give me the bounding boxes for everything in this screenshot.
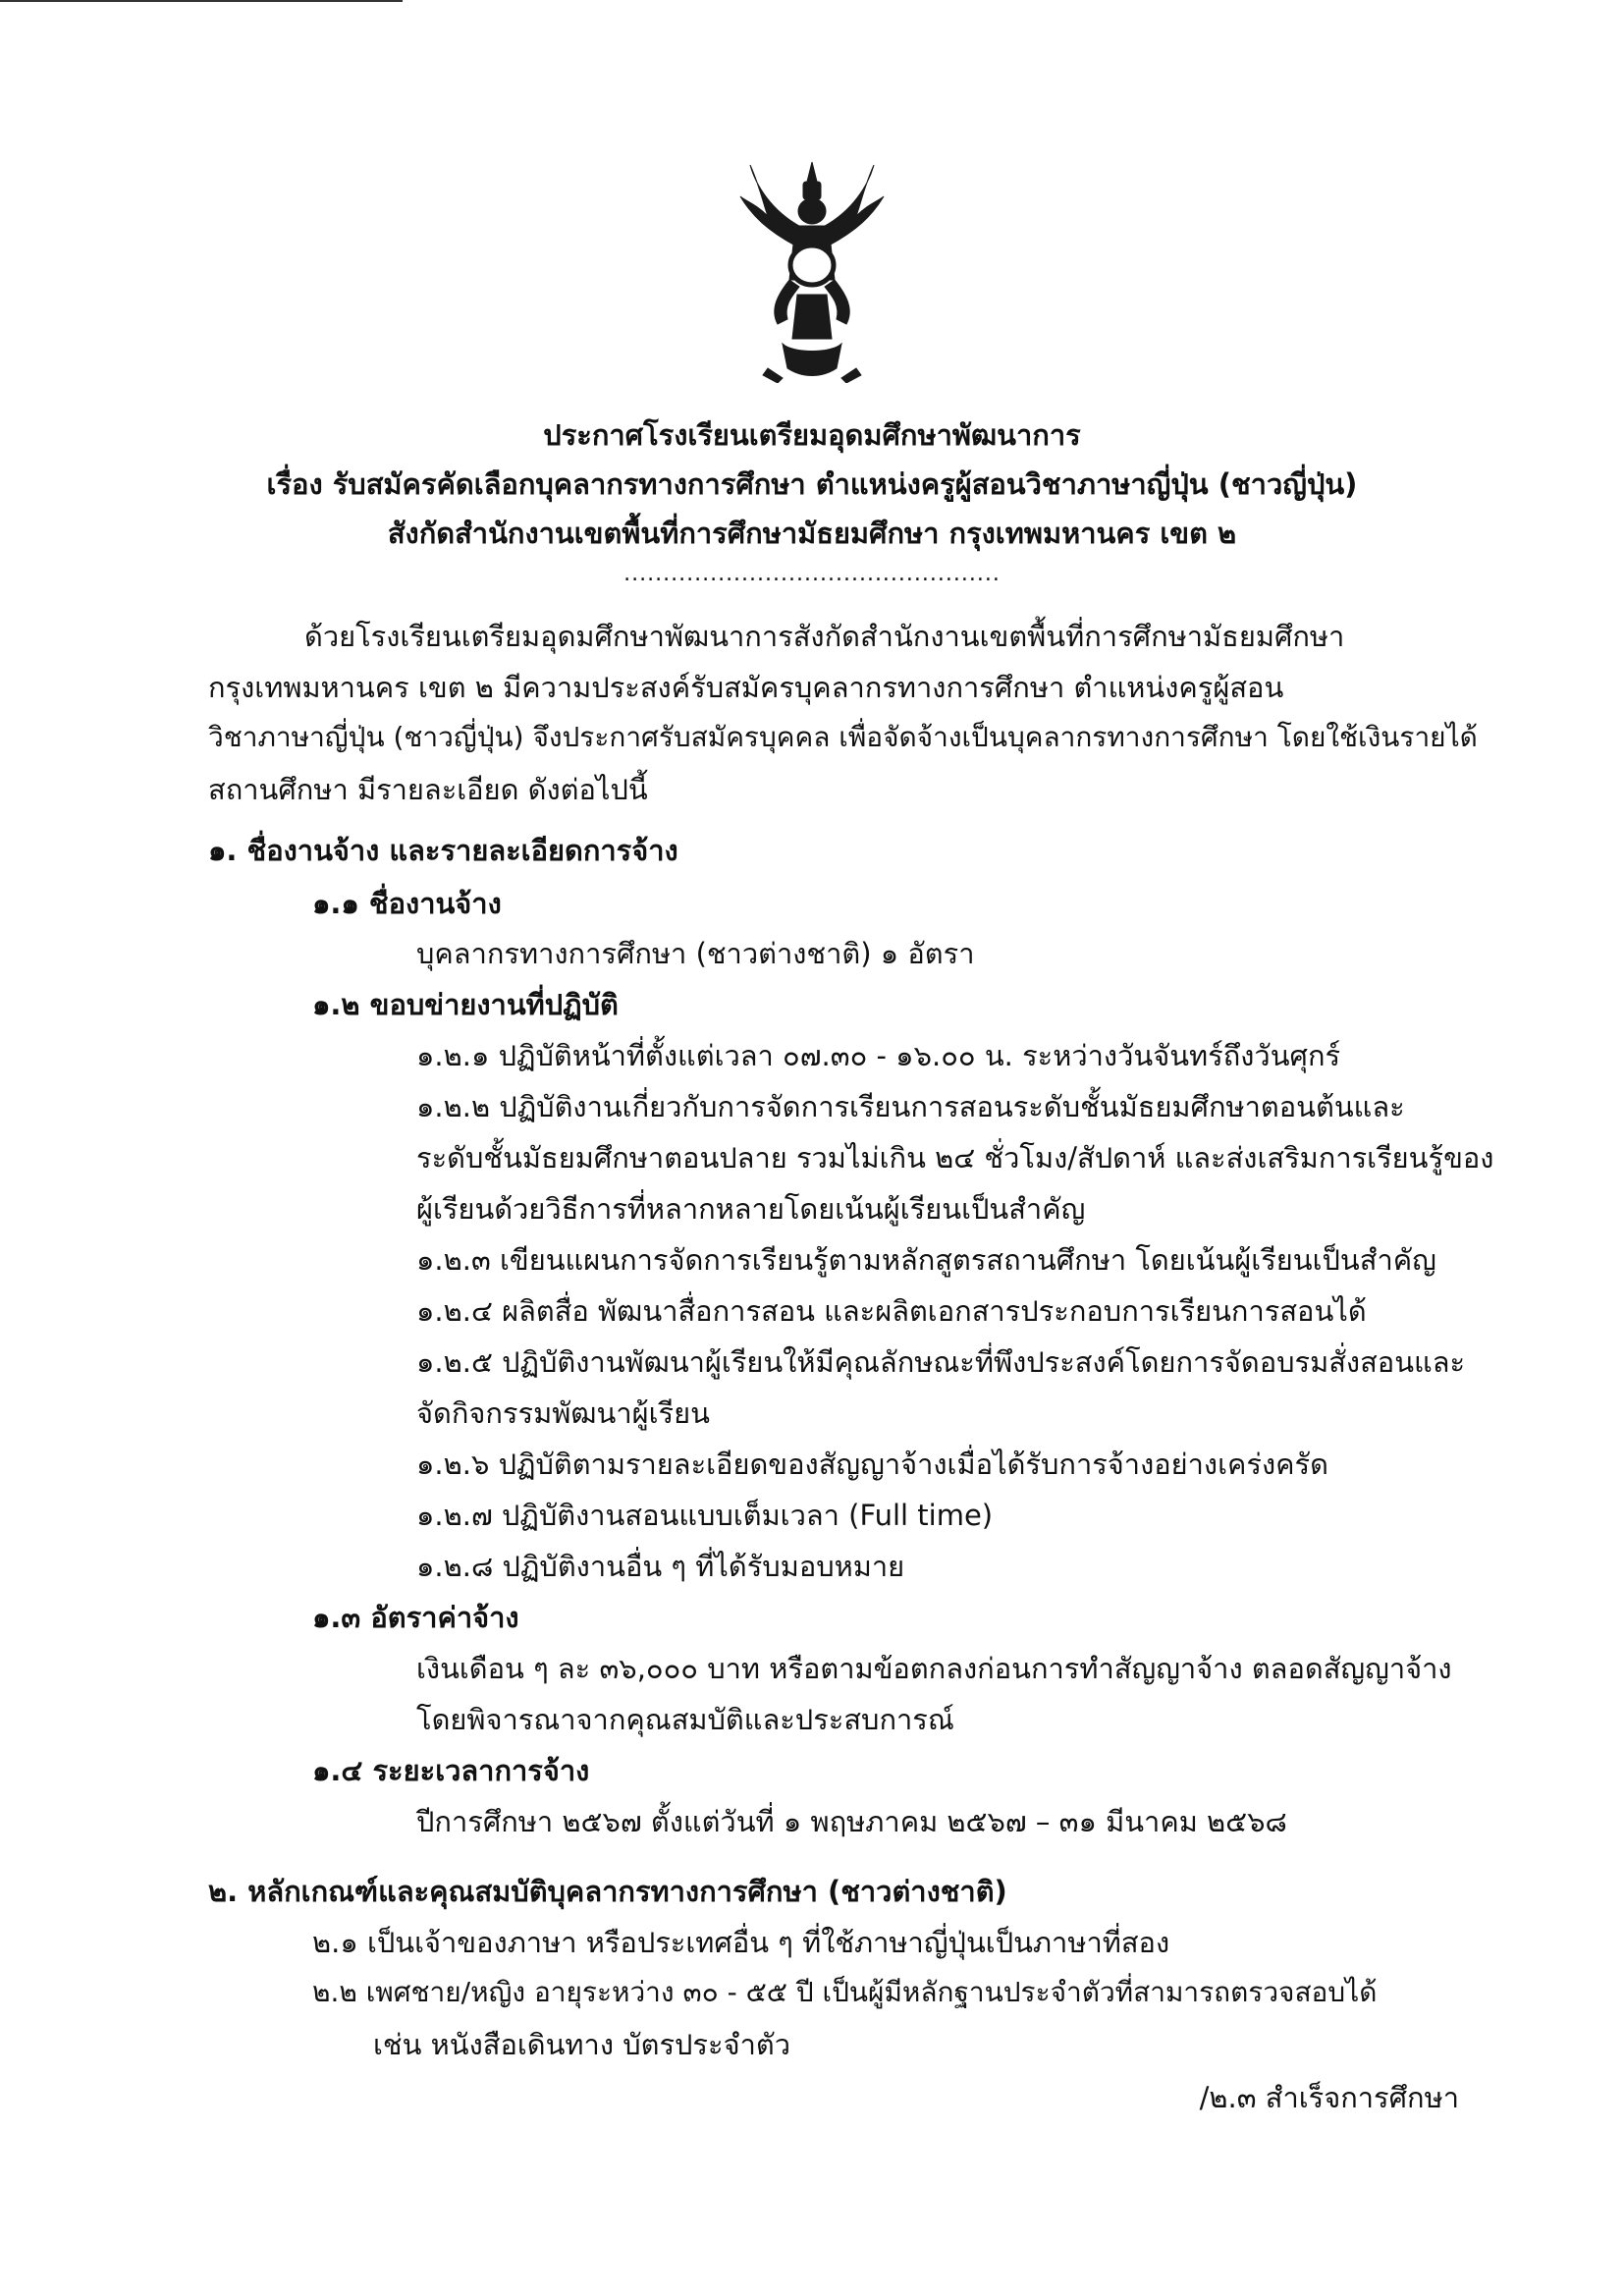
section-1-4-heading: ๑.๔ ระยะเวลาการจ้าง <box>312 1754 590 1787</box>
section-1-1-text: บุคลากรทางการศึกษา (ชาวต่างชาติ) ๑ อัตรา <box>416 937 975 970</box>
intro-line-4: สถานศึกษา มีรายละเอียด ดังต่อไปนี้ <box>208 773 648 806</box>
section-1-4-text: ปีการศึกษา ๒๕๖๗ ตั้งแต่วันที่ ๑ พฤษภาคม ๒๕๖๗ – ๓๑ มีนาคม ๒๕๖๘ <box>416 1805 1287 1838</box>
section-1-2-line: จัดกิจกรรมพัฒนาผู้เรียน <box>416 1396 710 1430</box>
section-2-line: ๒.๒ เพศชาย/หญิง อายุระหว่าง ๓๐ - ๕๕ ปี เป็นผู้มีหลักฐานประจำตัวที่สามารถตรวจสอบได้ <box>312 1976 1378 2008</box>
intro-line-1: ด้วยโรงเรียนเตรียมอุดมศึกษาพัฒนาการสังกัดสำนักงานเขตพื้นที่การศึกษามัธยมศึกษา <box>304 620 1345 653</box>
announcement-subject: เรื่อง รับสมัครคัดเลือกบุคลากรทางการศึกษา ตำแหน่งครูผู้สอนวิชาภาษาญี่ปุ่น (ชาวญี่ปุ่น) <box>266 467 1358 501</box>
section-1-2-line: ๑.๒.๑ ปฏิบัติหน้าที่ตั้งแต่เวลา ๐๗.๓๐ - ๑๖.๐๐ น. ระหว่างวันจันทร์ถึงวันศุกร์ <box>416 1039 1341 1072</box>
top-edge-rule <box>0 0 403 2</box>
intro-line-2: กรุงเทพมหานคร เขต ๒ มีความประสงค์รับสมัครบุคลากรทางการศึกษา ตำแหน่งครูผู้สอน <box>208 671 1284 704</box>
section-2-line: ๒.๑ เป็นเจ้าของภาษา หรือประเทศอื่น ๆ ที่ใช้ภาษาญี่ปุ่นเป็นภาษาที่สอง <box>312 1926 1170 1959</box>
section-1-3-heading: ๑.๓ อัตราค่าจ้าง <box>312 1601 519 1634</box>
section-2-line: เช่น หนังสือเดินทาง บัตรประจำตัว <box>373 2028 790 2061</box>
section-1-3-line: เงินเดือน ๆ ละ ๓๖,๐๐๐ บาท หรือตามข้อตกลงก่อนการทำสัญญาจ้าง ตลอดสัญญาจ้าง <box>416 1652 1452 1685</box>
section-1-3-line: โดยพิจารณาจากคุณสมบัติและประสบการณ์ <box>416 1703 954 1736</box>
announcement-affiliation: สังกัดสำนักงานเขตพื้นที่การศึกษามัธยมศึกษา กรุงเทพมหานคร เขต ๒ <box>387 517 1237 550</box>
garuda-emblem-icon <box>738 157 886 383</box>
section-2-heading: ๒. หลักเกณฑ์และคุณสมบัติบุคลากรทางการศึกษา (ชาวต่างชาติ) <box>208 1875 1007 1908</box>
intro-line-3: วิชาภาษาญี่ปุ่น (ชาวญี่ปุ่น) จึงประกาศรับสมัครบุคคล เพื่อจัดจ้างเป็นบุคลากรทางการศึกษา โดยใช้เงินรายได้ <box>208 721 1478 753</box>
section-1-1-heading: ๑.๑ ชื่องานจ้าง <box>312 887 502 920</box>
section-1-heading: ๑. ชื่องานจ้าง และรายละเอียดการจ้าง <box>208 834 678 867</box>
section-1-2-line: ๑.๒.๘ ปฏิบัติงานอื่น ๆ ที่ได้รับมอบหมาย <box>416 1550 905 1583</box>
continuation-note: /๒.๓ สำเร็จการศึกษา <box>1199 2081 1459 2114</box>
section-1-2-line: ผู้เรียนด้วยวิธีการที่หลากหลายโดยเน้นผู้เรียนเป็นสำคัญ <box>416 1192 1086 1226</box>
title-separator: ................................................ <box>623 562 1001 586</box>
section-1-2-line: ๑.๒.๒ ปฏิบัติงานเกี่ยวกับการจัดการเรียนการสอนระดับชั้นมัธยมศึกษาตอนต้นและ <box>416 1090 1405 1123</box>
section-1-2-line: ๑.๒.๓ เขียนแผนการจัดการเรียนรู้ตามหลักสูตรสถานศึกษา โดยเน้นผู้เรียนเป็นสำคัญ <box>416 1243 1436 1277</box>
section-1-2-line: ๑.๒.๕ ปฏิบัติงานพัฒนาผู้เรียนให้มีคุณลักษณะที่พึงประสงค์โดยการจัดอบรมสั่งสอนและ <box>416 1345 1466 1379</box>
section-1-2-line: ๑.๒.๗ ปฏิบัติงานสอนแบบเต็มเวลา (Full time) <box>416 1499 994 1532</box>
section-1-2-heading: ๑.๒ ขอบข่ายงานที่ปฏิบัติ <box>312 988 619 1021</box>
section-1-2-line: ๑.๒.๖ ปฏิบัติตามรายละเอียดของสัญญาจ้างเมื่อได้รับการจ้างอย่างเคร่งครัด <box>416 1448 1328 1481</box>
section-1-2-line: ระดับชั้นมัธยมศึกษาตอนปลาย รวมไม่เกิน ๒๔ ชั่วโมง/สัปดาห์ และส่งเสริมการเรียนรู้ของ <box>416 1141 1494 1175</box>
announcement-title: ประกาศโรงเรียนเตรียมอุดมศึกษาพัฒนาการ <box>543 418 1081 452</box>
section-1-2-line: ๑.๒.๔ ผลิตสื่อ พัฒนาสื่อการสอน และผลิตเอกสารประกอบการเรียนการสอนได้ <box>416 1294 1367 1328</box>
